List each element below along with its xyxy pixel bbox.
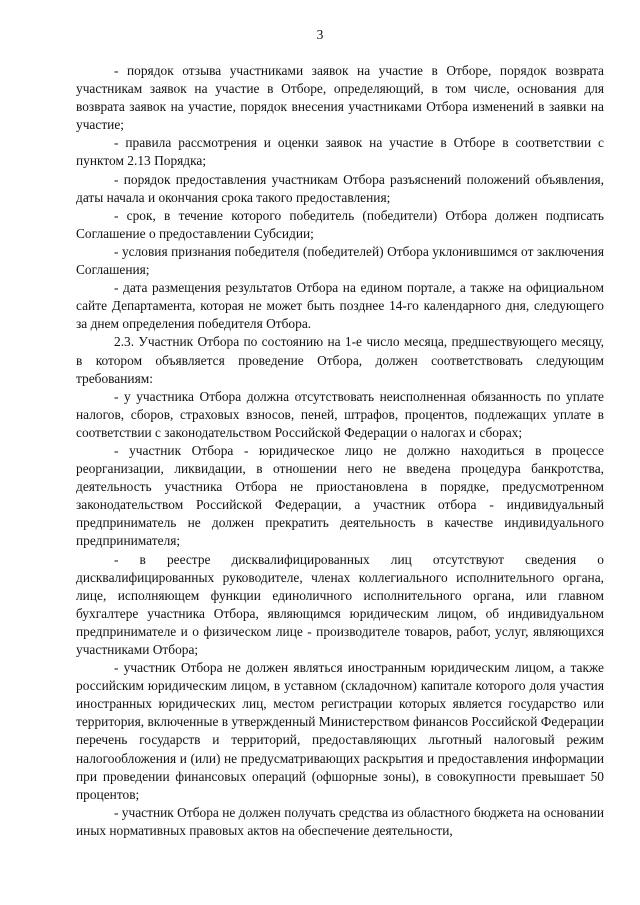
page-number: 3 xyxy=(316,27,324,42)
paragraph-evasion-conditions: - условия признания победителя (победителей) Отбора уклонившимся от заключения Соглашения; xyxy=(76,243,604,278)
paragraph-review-rules: - правила рассмотрения и оценки заявок на участие в Отборе в соответствии с пунктом 2.13 Порядка; xyxy=(76,135,604,169)
paragraph-regional-budget: - участник Отбора не должен получать средства из областного бюджета на основании иных нормативных правовых актов на обеспечение деятельности, xyxy=(76,804,604,838)
document-body xyxy=(76,62,604,840)
paragraph-clarifications: - порядок предоставления участникам Отбора разъяснений положений объявления, даты начала и окончания срока такого предоставления; xyxy=(76,171,604,205)
paragraph-reorganization: - участник Отбора - юридическое лицо не должно находиться в процессе реорганизации, ликвидации, в отношении него не введена процедура банкротства, деятельность участника Отбора не приостановлена в порядке, предусмотренном законодательством Российской Федерации, а участник отбора - индивидуальный предприниматель не должен прекратить деятельность в качестве индивидуального предпринимателя; xyxy=(76,442,604,549)
paragraph-signing-term: - срок, в течение которого победитель (победители) Отбора должен подписать Соглашение о предоставлении Субсидии; xyxy=(76,207,604,241)
paragraph-tax-obligation: - у участника Отбора должна отсутствовать неисполненная обязанность по уплате налогов, сборов, страховых взносов, пеней, штрафов, процентов, подлежащих уплате в соответствии с законодательством Российской Федерации о налогах и сборах; xyxy=(76,388,604,440)
paragraph-section-2-3: 2.3. Участник Отбора по состоянию на 1-е число месяца, предшествующего месяцу, в котором объявляется проведение Отбора, должен соответствовать следующим требованиям: xyxy=(76,334,604,386)
paragraph-foreign-entity: - участник Отбора не должен являться иностранным юридическим лицом, а также российским юридическим лицом, в уставном (складочном) капитале которого доля участия иностранных юридических лиц, местом регистрации которых является государство или территория, включенные в утвержденный Министерством финансов Российской Федерации перечень государств и территорий, предоставляющих льготный налоговый режим налогообложения и (или) не предусматривающих раскрытия и предоставления информации при проведении финансовых операций (офшорные зоны), в совокупности превышает 50 процентов; xyxy=(76,660,604,802)
paragraph-withdrawal-order: - порядок отзыва участниками заявок на участие в Отборе, порядок возврата участникам заявок на участие в Отборе, определяющий, в том числе, основания для возврата заявок на участие, порядок внесения участниками Отбора изменений в заявки на участие; xyxy=(76,63,604,133)
paragraph-results-date: - дата размещения результатов Отбора на едином портале, а также на официальном сайте Департамента, которая не может быть позднее 14-го календарного дня, следующего за днем определения победителя Отбора. xyxy=(76,280,604,332)
paragraph-disqualified-registry: - в реестре дисквалифицированных лиц отсутствуют сведения о дисквалифицированных руководителе, членах коллегиального исполнительного органа, лице, исполняющем функции единоличного исполнительного органа, или главном бухгалтере участника Отбора, являющимся юридическим лицом, об индивидуальном предпринимателе и о физическом лице - производителе товаров, работ, услуг, являющихся участниками Отбора; xyxy=(76,551,604,657)
